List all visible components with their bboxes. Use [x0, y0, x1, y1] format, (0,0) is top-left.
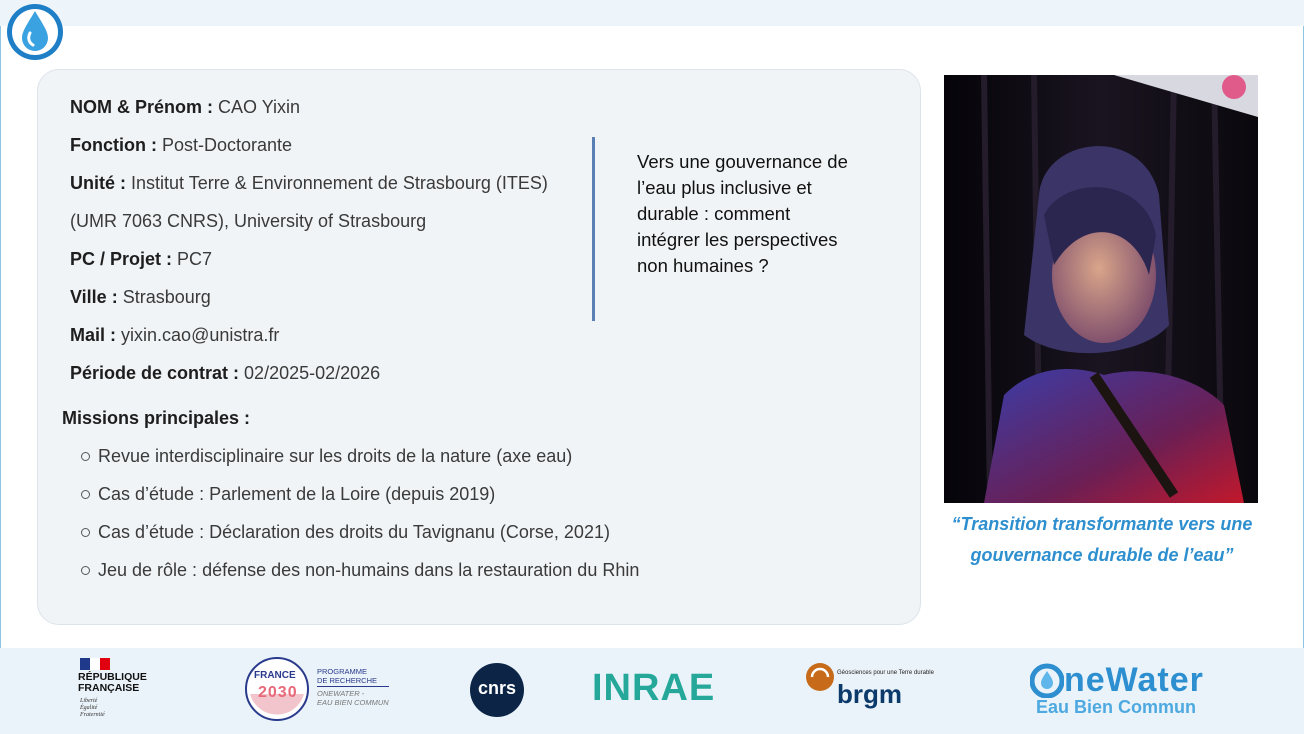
- motto-fraternite: Fraternité: [80, 712, 105, 718]
- water-drop-icon: [6, 3, 64, 61]
- republique-line2: FRANÇAISE: [78, 682, 140, 694]
- brgm-text: brgm: [837, 679, 902, 709]
- france-badge-top: FRANCE: [254, 670, 296, 681]
- france-badge-year: 2030: [258, 684, 298, 701]
- mission-item: Revue interdisciplinaire sur les droits de la nature (axe eau): [98, 446, 573, 466]
- quote-line: gouvernance durable de l’eau”: [970, 545, 1234, 565]
- onewater-o-icon: [1030, 662, 1064, 698]
- field-periode-value: 02/2025-02/2026: [244, 363, 381, 383]
- cnrs-text: cnrs: [477, 678, 517, 698]
- field-unite-label: Unité :: [70, 173, 126, 193]
- portrait-photo: [944, 75, 1258, 503]
- field-mail-label: Mail :: [70, 325, 117, 345]
- brgm-circle-icon: [805, 662, 835, 692]
- topic-line: intégrer les perspectives: [637, 229, 838, 250]
- topic-line: durable : comment: [637, 203, 791, 224]
- bullet-icon: [81, 528, 90, 537]
- field-fonction: [70, 135, 292, 156]
- marianne-flag-icon: [80, 658, 110, 670]
- republique-text: [78, 672, 147, 694]
- field-ville-label: Ville :: [70, 287, 118, 307]
- field-unite: [70, 173, 548, 194]
- bullet-icon: [81, 452, 90, 461]
- field-name: [70, 97, 300, 118]
- cnrs-logo: [469, 662, 525, 718]
- mission-item: Jeu de rôle : défense des non-humains dans la restauration du Rhin: [98, 560, 640, 580]
- brgm-tagline: Géosciences pour une Terre durable: [837, 670, 934, 676]
- republique-francaise-logo: [78, 657, 168, 723]
- research-topic: [637, 149, 887, 279]
- field-fonction-value: Post-Doctorante: [162, 135, 293, 155]
- programme-text: [317, 667, 389, 707]
- vertical-divider: [592, 137, 595, 321]
- field-mail-value[interactable]: yixin.cao@unistra.fr: [121, 325, 280, 345]
- portrait-illustration: [944, 75, 1258, 503]
- quote: [924, 509, 1280, 571]
- field-periode: [70, 363, 380, 384]
- field-name-value: CAO Yixin: [218, 97, 301, 117]
- quote-line: “Transition transformante vers une: [951, 514, 1253, 534]
- onewater-subtitle: Eau Bien Commun: [1036, 697, 1197, 717]
- field-periode-label: Période de contrat :: [70, 363, 240, 383]
- programme-line4: EAU BIEN COMMUN: [317, 698, 389, 707]
- field-projet: [70, 249, 212, 270]
- field-ville-value: Strasbourg: [122, 287, 211, 307]
- topic-line: Vers une gouvernance de: [637, 151, 848, 172]
- programme-line1: PROGRAMME: [317, 667, 368, 676]
- field-fonction-label: Fonction :: [70, 135, 157, 155]
- field-mail: [70, 325, 279, 346]
- field-name-label: NOM & Prénom :: [70, 97, 214, 117]
- field-unite-value-line2: (UMR 7063 CNRS), University of Strasbourg: [70, 211, 427, 231]
- field-projet-value: PC7: [177, 249, 213, 269]
- onewater-logo: [1030, 660, 1250, 722]
- motto-liberte: Liberté: [80, 698, 98, 704]
- brgm-logo: [805, 662, 965, 718]
- topic-line: non humaines ?: [637, 255, 769, 276]
- france-2030-logo: [244, 656, 394, 724]
- missions-title: Missions principales :: [62, 408, 251, 428]
- republique-line1: RÉPUBLIQUE: [78, 671, 147, 683]
- topic-line: l’eau plus inclusive et: [637, 177, 812, 198]
- field-unite-line2: [70, 211, 426, 232]
- programme-line3: ONEWATER -: [317, 689, 365, 698]
- top-band: [0, 0, 1304, 26]
- mission-item: Cas d’étude : Déclaration des droits du Tavignanu (Corse, 2021): [98, 522, 610, 542]
- republique-motto: [80, 698, 105, 719]
- programme-line2: DE RECHERCHE: [317, 676, 389, 687]
- bullet-icon: [81, 490, 90, 499]
- field-ville: [70, 287, 211, 308]
- bullet-icon: [81, 566, 90, 575]
- field-unite-value: Institut Terre & Environnement de Strasbourg (ITES): [131, 173, 548, 193]
- onewater-text: neWater: [1064, 661, 1204, 699]
- field-projet-label: PC / Projet :: [70, 249, 173, 269]
- motto-egalite: Égalité: [80, 705, 98, 711]
- inrae-logo: INRAE: [592, 667, 716, 709]
- mission-item: Cas d’étude : Parlement de la Loire (depuis 2019): [98, 484, 496, 504]
